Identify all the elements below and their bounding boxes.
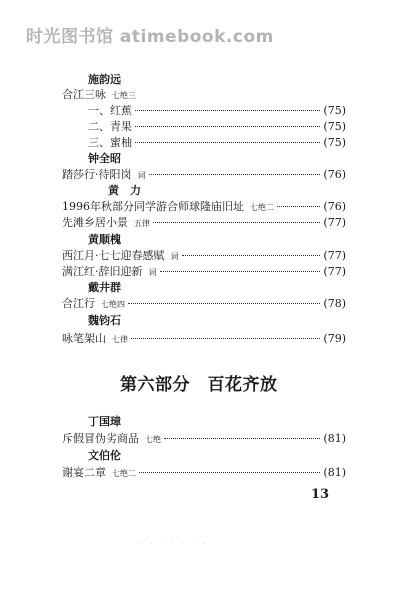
entry-title: 先滩乡居小景 — [62, 216, 128, 229]
toc-entry — [62, 86, 136, 102]
faint-bottom-text: · · · · · · · — [140, 540, 208, 548]
entry-title: 谢宴二章 — [62, 466, 106, 479]
entry-form: 词 — [170, 252, 179, 261]
leader-dots — [131, 338, 320, 339]
author-name: 丁国璋 — [88, 415, 121, 428]
leader-dots — [128, 303, 320, 304]
entry-form: 七绝 — [145, 435, 161, 444]
entry-form: 五律 — [134, 219, 150, 228]
toc-entry — [62, 247, 346, 263]
leader-dots — [135, 110, 320, 111]
entry-page: (75) — [323, 120, 346, 133]
entry-page: (77) — [323, 216, 346, 229]
entry-page: (79) — [323, 332, 346, 345]
entry-form: 词 — [137, 171, 146, 180]
page-number: 13 — [311, 487, 330, 502]
toc-entry — [62, 464, 346, 480]
leader-dots — [139, 472, 320, 473]
entry-title: 二、青果 — [88, 120, 132, 133]
entry-title: 咏笔架山 — [62, 332, 106, 345]
toc-entry — [62, 330, 346, 346]
entry-page: (81) — [323, 432, 346, 445]
leader-dots — [149, 174, 321, 175]
toc-entry — [88, 102, 346, 118]
entry-title: 一、红蕉 — [88, 104, 132, 117]
entry-page: (78) — [323, 297, 346, 310]
entry-form: 七绝三 — [112, 91, 136, 100]
entry-form: 七绝二 — [250, 203, 274, 212]
toc-entry — [88, 134, 346, 150]
author-name: 施韵远 — [88, 73, 121, 86]
entry-title: 合江行 — [62, 297, 95, 310]
entry-form: 词 — [148, 268, 157, 277]
entry-form: 七绝四 — [101, 300, 125, 309]
author-name: 钟全昭 — [88, 152, 121, 165]
entry-title: 西江月·七七迎春感赋 — [62, 249, 165, 262]
toc-entry — [62, 166, 346, 182]
leader-dots — [160, 271, 321, 272]
author-name: 黄 力 — [108, 184, 141, 197]
entry-page: (75) — [323, 104, 346, 117]
author-name: 黄顺槐 — [88, 233, 121, 246]
entry-page: (77) — [323, 265, 346, 278]
toc-entry — [62, 198, 346, 214]
entry-title: 1996年秋部分同学游合师球隆庙旧址 — [62, 200, 244, 213]
entry-page: (76) — [323, 200, 346, 213]
entry-page: (76) — [323, 168, 346, 181]
leader-dots — [135, 142, 320, 143]
leader-dots — [182, 255, 321, 256]
watermark: 时光图书馆 atimebook.com — [26, 27, 274, 47]
entry-title: 斥假冒伪劣商品 — [62, 432, 139, 445]
leader-dots — [135, 126, 320, 127]
leader-dots — [153, 222, 320, 223]
author-name: 魏钧石 — [88, 314, 121, 327]
entry-form: 七绝二 — [112, 469, 136, 478]
entry-title: 满江红·辞旧迎新 — [62, 265, 143, 278]
toc-entry — [62, 214, 346, 230]
entry-title: 踏莎行·待阳岗 — [62, 168, 132, 181]
entry-page: (81) — [323, 466, 346, 479]
toc-entry — [62, 263, 346, 279]
entry-title: 合江三咏 — [62, 88, 106, 101]
leader-dots — [164, 438, 320, 439]
entry-page: (75) — [323, 136, 346, 149]
leader-dots — [277, 206, 320, 207]
toc-entry — [88, 118, 346, 134]
section-heading: 第六部分 百花齐放 — [120, 375, 278, 395]
toc-entry — [62, 295, 346, 311]
entry-title: 三、蜜柚 — [88, 136, 132, 149]
author-name: 文伯伦 — [88, 449, 121, 462]
author-name: 戴井群 — [88, 281, 121, 294]
entry-form: 七律 — [112, 335, 128, 344]
entry-page: (77) — [323, 249, 346, 262]
toc-entry — [62, 430, 346, 446]
